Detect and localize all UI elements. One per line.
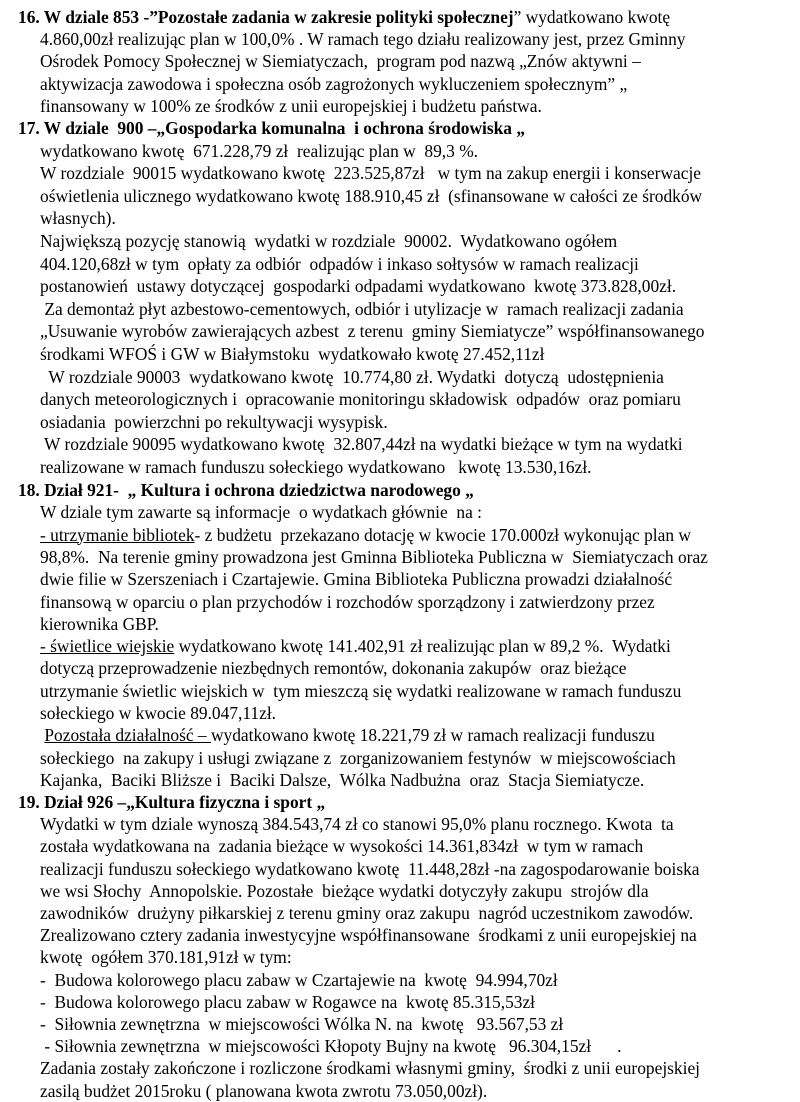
paragraph-line: [40, 568, 672, 590]
paragraph-line: [40, 50, 641, 72]
paragraph-line: [40, 880, 649, 902]
text-run: ” wydatkowano kwotę: [513, 7, 671, 27]
paragraph-line: [40, 858, 700, 880]
paragraph-line: [40, 366, 664, 388]
bold-text: 16. W dziale 853 -”Pozostałe zadania w zakresie polityki społecznej: [18, 7, 514, 27]
text-run: we wsi Słochy Annopolskie. Pozostałe bieżące wydatki dotyczyły zakupu strojów dla: [40, 880, 649, 901]
text-run: Zrealizowano cztery zadania inwestycyjne współfinansowane środkami z unii europejskiej na: [40, 925, 697, 946]
text-run: kwotę ogółem 370.181,91zł w tym:: [40, 947, 292, 968]
text-run: W rozdziale 90095 wydatkowano kwotę 32.807,44zł na wydatki bieżące w tym na wydatki: [40, 434, 683, 455]
text-run: finansową w oparciu o plan przychodów i rozchodów sporządzony i zatwierdzony przez: [40, 591, 655, 612]
text-run: 98,8%. Na terenie gminy prowadzona jest Gminna Biblioteka Publiczna w Siemiatyczach oraz: [40, 546, 708, 567]
paragraph-line: [40, 411, 388, 433]
paragraph-line: [40, 433, 683, 455]
text-run: Ośrodek Pomocy Społecznej w Siemiatyczach, program pod nazwą „Znów aktywni –: [40, 51, 641, 72]
text-run: sołeckiego na zakupy i usługi związane z zorganizowaniem festynów w miejscowościach: [40, 747, 676, 768]
text-run: „Usuwanie wyrobów zawierających azbest z terenu gminy Siemiatycze” współfinansowanego: [40, 321, 705, 342]
paragraph-line: [40, 969, 558, 991]
paragraph-line: [40, 902, 693, 924]
paragraph-line: [40, 1080, 487, 1102]
text-run: Największą pozycję stanowią wydatki w rozdziale 90002. Wydatkowano ogółem: [40, 231, 618, 251]
text-run: Wydatki w tym dziale wynoszą 384.543,74 zł co stanowi 95,0% planu rocznego. Kwota ta: [40, 814, 674, 835]
paragraph-line: [40, 747, 676, 769]
paragraph-line: [40, 813, 674, 835]
text-run: oświetlenia ulicznego wydatkowano kwotę 188.910,45 zł (sfinansowane w całości ze środków: [40, 185, 703, 206]
paragraph-line: [40, 298, 684, 320]
text-run: 404.120,68zł w tym opłaty za odbiór odpadów i inkaso sołtysów w ramach realizacji: [40, 253, 639, 274]
paragraph-line: [40, 635, 671, 657]
underlined-text: Pozostała działalność –: [44, 725, 211, 746]
underlined-text: - świetlice wiejskie: [40, 636, 175, 657]
paragraph-line: [40, 1035, 622, 1057]
paragraph-line: [40, 946, 292, 968]
text-run: wydatkowano kwotę 18.221,79 zł w ramach realizacji funduszu: [210, 725, 655, 746]
section-heading-line: [18, 791, 325, 813]
section-heading-line: [18, 479, 474, 501]
section-heading-line: [18, 117, 525, 139]
paragraph-line: [40, 140, 478, 162]
text-run: realizacji funduszu sołeckiego wydatkowano kwotę 11.448,28zł -na zagospodarowanie boiska: [40, 858, 700, 879]
text-run: dotyczą przeprowadzenie niezbędnych remontów, dokonania zakupów oraz bieżące: [40, 658, 627, 679]
paragraph-line: [40, 456, 592, 478]
text-run: zawodników drużyny piłkarskiej z terenu gminy oraz zakupu nagród uczestnikom zawodów.: [40, 903, 694, 923]
text-run: Kajanka, Baciki Bliższe i Baciki Dalsze, Wólka Nadbużna oraz Stacja Siemiatycze.: [40, 769, 645, 790]
bold-text: 19. Dział 926 –„Kultura fizyczna i sport „: [18, 792, 326, 812]
text-run: - Budowa kolorowego placu zabaw w Czartajewie na kwotę 94.994,70zł: [40, 969, 558, 990]
paragraph-line: [40, 524, 691, 546]
text-run: została wydatkowana na zadania bieżące w wysokości 14.361,834zł w tym w ramach: [40, 836, 644, 857]
paragraph-line: [40, 28, 685, 50]
text-run: wydatkowano kwotę 671.228,79 zł realizując plan w 89,3 %.: [40, 140, 479, 161]
paragraph-line: [40, 320, 704, 342]
paragraph-line: [40, 275, 676, 297]
text-run: środkami WFOŚ i GW w Białymstoku wydatkowało kwotę 27.452,11zł: [40, 344, 545, 364]
text-run: W rozdziale 90015 wydatkowano kwotę 223.525,87zł w tym na zakup energii i konserwacje: [40, 163, 701, 184]
paragraph-line: [40, 207, 116, 229]
text-run: W rozdziale 90003 wydatkowano kwotę 10.774,80 zł. Wydatki dotyczą udostępnienia: [40, 366, 664, 387]
text-run: finansowany w 100% ze środków z unii europejskiej i budżetu państwa.: [40, 95, 542, 116]
text-run: - z budżetu przekazano dotację w kwocie 170.000zł wykonując plan w: [194, 524, 691, 545]
paragraph-line: [40, 591, 655, 613]
paragraph-line: [40, 73, 627, 95]
text-run: - Siłownia zewnętrzna w miejscowości Kłopoty Bujny na kwotę 96.304,15zł .: [40, 1036, 622, 1057]
text-run: sołeckiego w kwocie 89.047,11zł.: [40, 703, 277, 723]
paragraph-line: [40, 835, 643, 857]
paragraph-line: [40, 1057, 700, 1079]
paragraph-line: [40, 546, 708, 568]
bold-text: 18. Dział 921- „ Kultura i ochrona dziedzictwa narodowego „: [18, 480, 474, 500]
text-run: realizowane w ramach funduszu sołeckiego wydatkowano kwotę 13.530,16zł.: [40, 457, 592, 477]
paragraph-line: [40, 253, 639, 275]
text-run: własnych).: [40, 208, 116, 229]
text-run: Zadania zostały zakończone i rozliczone środkami własnymi gminy, środki z unii europejskiej: [40, 1058, 701, 1079]
paragraph-line: [40, 724, 655, 746]
paragraph-line: [40, 769, 644, 791]
paragraph-line: [40, 702, 276, 724]
text-run: W dziale tym zawarte są informacje o wydatkach głównie na :: [40, 502, 483, 523]
text-run: dwie filie w Szerszeniach i Czartajewie. Gmina Biblioteka Publiczna prowadzi działalność: [40, 569, 673, 590]
text-run: 4.860,00zł realizując plan w 100,0% . W ramach tego działu realizowany jest, przez Gminny: [40, 29, 686, 50]
text-run: postanowień ustawy dotyczącej gospodarki odpadami wydatkowano kwotę 373.828,00zł.: [40, 276, 677, 297]
paragraph-line: [40, 501, 482, 523]
paragraph-line: [40, 924, 697, 946]
paragraph-line: [40, 991, 535, 1013]
paragraph-line: [40, 162, 701, 184]
paragraph-line: [40, 1013, 563, 1035]
text-run: - Budowa kolorowego placu zabaw w Rogawce na kwotę 85.315,53zł: [40, 991, 536, 1012]
paragraph-line: [40, 613, 159, 635]
paragraph-line: [40, 343, 544, 365]
text-run: danych meteorologicznych i opracowanie monitoringu składowisk odpadów oraz pomiaru: [40, 389, 681, 410]
paragraph-line: [40, 657, 627, 679]
text-run: osiadania powierzchni po rekultywacji wysypisk.: [40, 411, 388, 432]
bold-text: 17. W dziale 900 –„Gospodarka komunalna i ochrona środowiska „: [18, 118, 526, 138]
text-run: utrzymanie świetlic wiejskich w tym mieszczą się wydatki realizowane w ramach funduszu: [40, 680, 682, 701]
paragraph-line: [40, 230, 617, 252]
text-run: zasilą budżet 2015roku ( planowana kwota zwrotu 73.050,00zł).: [40, 1080, 488, 1101]
paragraph-line: [40, 388, 681, 410]
section-heading-line: [18, 6, 670, 28]
paragraph-line: [40, 95, 542, 117]
text-run: kierownika GBP.: [40, 613, 159, 634]
text-run: wydatkowano kwotę 141.402,91 zł realizując plan w 89,2 %. Wydatki: [174, 636, 671, 657]
paragraph-line: [40, 680, 681, 702]
text-run: Za demontaż płyt azbestowo-cementowych, odbiór i utylizacje w ramach realizacji zadania: [40, 298, 684, 319]
paragraph-line: [40, 185, 702, 207]
text-run: - Siłownia zewnętrzna w miejscowości Wólka N. na kwotę 93.567,53 zł: [40, 1014, 564, 1034]
text-run: aktywizacja zawodowa i społeczna osób zagrożonych wykluczeniem społecznym” „: [40, 73, 628, 94]
underlined-text: - utrzymanie bibliotek: [40, 524, 195, 545]
